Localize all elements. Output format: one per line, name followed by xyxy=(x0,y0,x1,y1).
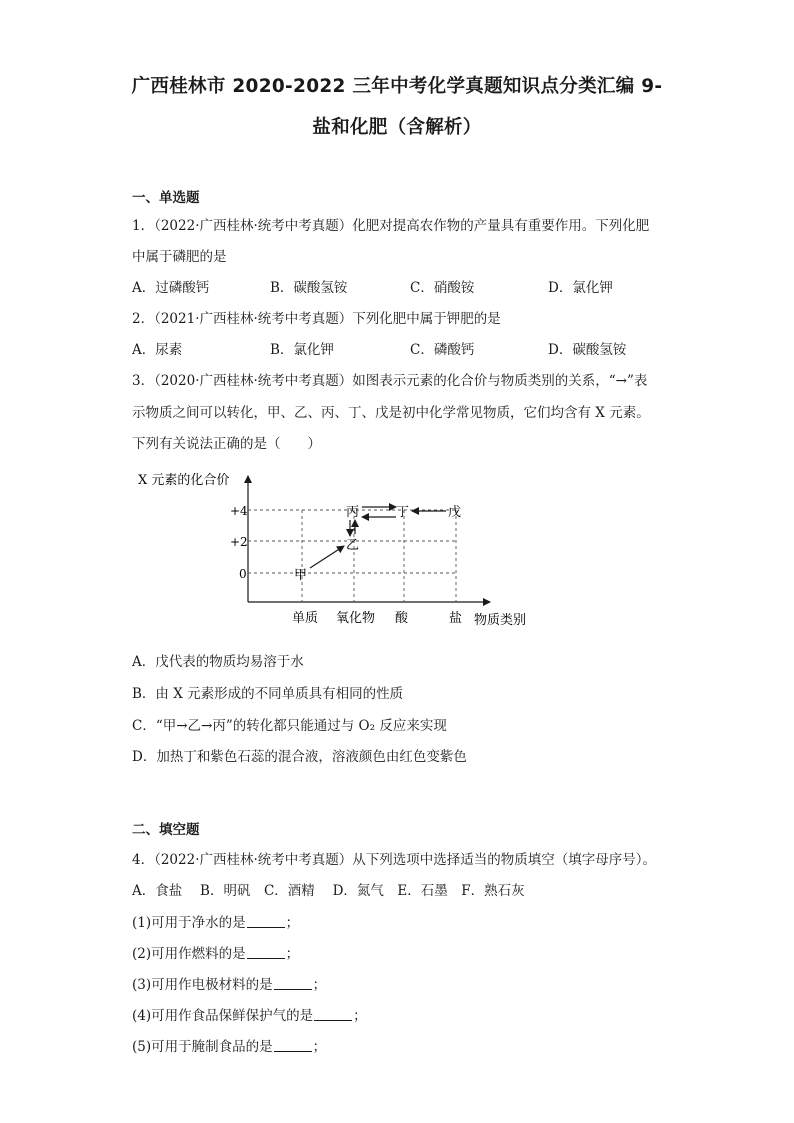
question-3-stem-line3: 下列有关说法正确的是（ ） xyxy=(132,436,321,452)
item-2-text: (2)可用作燃料的是 xyxy=(132,946,246,962)
answer-blank-4[interactable] xyxy=(314,1008,352,1021)
question-2-option-c: C．磷酸钙 xyxy=(410,342,475,358)
item-4-end: ； xyxy=(353,1008,367,1024)
question-2-stem: 2．（2021·广西桂林·统考中考真题）下列化肥中属于钾肥的是 xyxy=(132,311,501,327)
item-3-text: (3)可用作电极材料的是 xyxy=(132,977,273,993)
valence-category-diagram xyxy=(120,462,550,637)
point-bing: 丙 xyxy=(346,505,360,520)
y-tick-plus4: +4 xyxy=(230,504,248,518)
answer-blank-3[interactable] xyxy=(274,977,312,990)
question-2-option-b: B．氯化钾 xyxy=(270,342,334,358)
y-tick-zero: 0 xyxy=(239,567,247,581)
question-2-option-a: A．尿素 xyxy=(132,342,183,358)
question-4-item-4 xyxy=(132,1004,367,1024)
question-3-option-c: C．“甲→乙→丙”的转化都只能通过与 O₂ 反应来实现 xyxy=(132,718,447,734)
question-4-choices: A．食盐 B．明矾 C．酒精 D．氮气 E．石墨 F．熟石灰 xyxy=(132,883,525,899)
y-tick-plus2: +2 xyxy=(230,535,248,549)
item-2-end: ； xyxy=(285,946,300,962)
document-title-line2: 盐和化肥（含解析） xyxy=(312,117,482,138)
x-category-acid: 酸 xyxy=(395,611,409,626)
question-4-item-3 xyxy=(132,973,326,993)
answer-blank-5[interactable] xyxy=(274,1039,312,1052)
question-1-stem-line1: 1．（2022·广西桂林·统考中考真题）化肥对提高农作物的产量具有重要作用。下列化肥 xyxy=(132,218,650,234)
question-4-item-5 xyxy=(132,1035,326,1055)
question-1-option-b: B．碳酸氢铵 xyxy=(270,280,348,296)
arrow-jia-to-yi xyxy=(310,546,344,568)
item-1-text: (1)可用于净水的是 xyxy=(132,915,246,931)
point-yi: 乙 xyxy=(346,538,360,553)
point-jia: 甲 xyxy=(294,568,308,583)
question-4-item-1 xyxy=(132,911,299,931)
question-3-option-d: D．加热丁和紫色石蕊的混合液，溶液颜色由红色变紫色 xyxy=(132,749,467,765)
x-category-salt: 盐 xyxy=(449,611,463,626)
question-3-stem-line2: 示物质之间可以转化，甲、乙、丙、丁、戊是初中化学常见物质，它们均含有 X 元素。 xyxy=(132,405,650,421)
document-title-line1: 广西桂林市 2020-2022 三年中考化学真题知识点分类汇编 9- xyxy=(131,76,663,97)
x-axis-title: 物质类别 xyxy=(474,613,527,628)
question-3-option-a: A．戊代表的物质均易溶于水 xyxy=(132,654,304,670)
y-axis-title: X 元素的化合价 xyxy=(138,473,230,488)
transformation-arrows xyxy=(310,507,446,568)
question-1-option-a: A．过磷酸钙 xyxy=(132,280,210,296)
grid-lines xyxy=(248,510,456,602)
question-3-option-b: B．由 X 元素形成的不同单质具有相同的性质 xyxy=(132,686,404,702)
item-4-text: (4)可用作食品保鲜保护气的是 xyxy=(132,1008,314,1024)
x-category-element: 单质 xyxy=(292,611,319,626)
item-1-end: ； xyxy=(285,915,300,931)
section-heading-single-choice: 一、单选题 xyxy=(132,190,200,206)
question-1-option-d: D．氯化钾 xyxy=(548,280,613,296)
question-2-option-d: D．碳酸氢铵 xyxy=(548,342,627,358)
item-5-text: (5)可用于腌制食品的是 xyxy=(132,1039,273,1055)
question-4-stem: 4．（2022·广西桂林·统考中考真题）从下列选项中选择适当的物质填空（填字母序号）。 xyxy=(132,852,657,868)
point-ding: 丁 xyxy=(396,505,410,520)
question-1-stem-line2: 中属于磷肥的是 xyxy=(132,249,227,265)
item-3-end: ； xyxy=(312,977,327,993)
x-category-oxide: 氧化物 xyxy=(336,611,376,626)
question-1-option-c: C．硝酸铵 xyxy=(410,280,475,296)
answer-blank-1[interactable] xyxy=(247,915,285,928)
question-4-item-2 xyxy=(132,942,299,962)
point-wu: 戊 xyxy=(448,505,462,520)
section-heading-fill-in: 二、填空题 xyxy=(132,822,200,838)
answer-blank-2[interactable] xyxy=(247,946,285,959)
item-5-end: ； xyxy=(312,1039,327,1055)
question-3-stem-line1: 3．（2020·广西桂林·统考中考真题）如图表示元素的化合价与物质类别的关系，“→”表 xyxy=(132,373,648,389)
